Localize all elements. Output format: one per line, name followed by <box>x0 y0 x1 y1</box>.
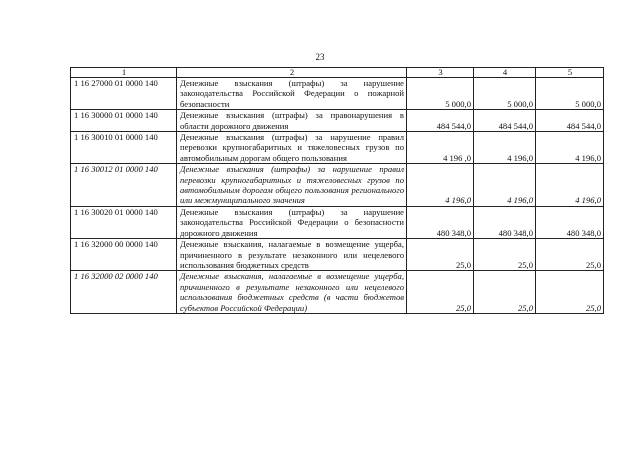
table-row <box>71 206 604 238</box>
column-header: 2 <box>177 68 407 78</box>
table-row <box>71 271 604 314</box>
table-row <box>71 164 604 207</box>
column-header: 1 <box>71 68 177 78</box>
table-row <box>71 110 604 132</box>
table-row <box>71 239 604 271</box>
amount-cell: 4 196,0 <box>536 132 604 164</box>
amount-cell: 25,0 <box>474 239 536 271</box>
column-header: 4 <box>474 68 536 78</box>
table-row <box>71 78 604 110</box>
amount-cell: 480 348,0 <box>407 206 474 238</box>
table-row <box>71 132 604 164</box>
budget-code-cell: 1 16 30000 01 0000 140 <box>71 110 177 132</box>
amount-cell: 4 196,0 <box>474 164 536 207</box>
amount-cell: 25,0 <box>474 271 536 314</box>
description-cell: Денежные взыскания, налагаемые в возмещение ущерба, причиненного в результате незаконного или нецелевого использования бюджетных средств (в части бюджетов субъектов Российской Федерации) <box>177 271 407 314</box>
amount-cell: 4 196,0 <box>407 164 474 207</box>
column-header: 3 <box>407 68 474 78</box>
page-number: 23 <box>315 52 325 62</box>
amount-cell: 5 000,0 <box>536 78 604 110</box>
description-cell: Денежные взыскания (штрафы) за правонарушения в области дорожного движения <box>177 110 407 132</box>
amount-cell: 25,0 <box>536 239 604 271</box>
amount-cell: 4 196,0 <box>536 164 604 207</box>
budget-code-cell: 1 16 30012 01 0000 140 <box>71 164 177 207</box>
budget-code-cell: 1 16 30010 01 0000 140 <box>71 132 177 164</box>
budget-code-cell: 1 16 32000 02 0000 140 <box>71 271 177 314</box>
amount-cell: 25,0 <box>536 271 604 314</box>
description-cell: Денежные взыскания (штрафы) за нарушение законодательства Российской Федерации о безопасности дорожного движения <box>177 206 407 238</box>
amount-cell: 480 348,0 <box>536 206 604 238</box>
amount-cell: 25,0 <box>407 239 474 271</box>
amount-cell: 5 000,0 <box>474 78 536 110</box>
budget-code-cell: 1 16 27000 01 0000 140 <box>71 78 177 110</box>
amount-cell: 480 348,0 <box>474 206 536 238</box>
budget-code-cell: 1 16 30020 01 0000 140 <box>71 206 177 238</box>
amount-cell: 484 544,0 <box>536 110 604 132</box>
amount-cell: 4 196,0 <box>474 132 536 164</box>
budget-revenue-table <box>70 67 604 314</box>
description-cell: Денежные взыскания (штрафы) за нарушение правил перевозки крупногабаритных и тяжеловесных грузов по автомобильным дорогам общего пользования <box>177 132 407 164</box>
amount-cell: 25,0 <box>407 271 474 314</box>
description-cell: Денежные взыскания (штрафы) за нарушение правил перевозки крупногабаритных и тяжеловесных грузов по автомобильным дорогам общего пользования регионального или межмуниципального значения <box>177 164 407 207</box>
budget-code-cell: 1 16 32000 00 0000 140 <box>71 239 177 271</box>
description-cell: Денежные взыскания, налагаемые в возмещение ущерба, причиненного в результате незаконного или нецелевого использования бюджетных средств <box>177 239 407 271</box>
amount-cell: 4 196 ,0 <box>407 132 474 164</box>
amount-cell: 5 000,0 <box>407 78 474 110</box>
table-header-row <box>71 68 604 78</box>
amount-cell: 484 544,0 <box>474 110 536 132</box>
description-cell: Денежные взыскания (штрафы) за нарушение законодательства Российской Федерации о пожарной безопасности <box>177 78 407 110</box>
column-header: 5 <box>536 68 604 78</box>
amount-cell: 484 544,0 <box>407 110 474 132</box>
